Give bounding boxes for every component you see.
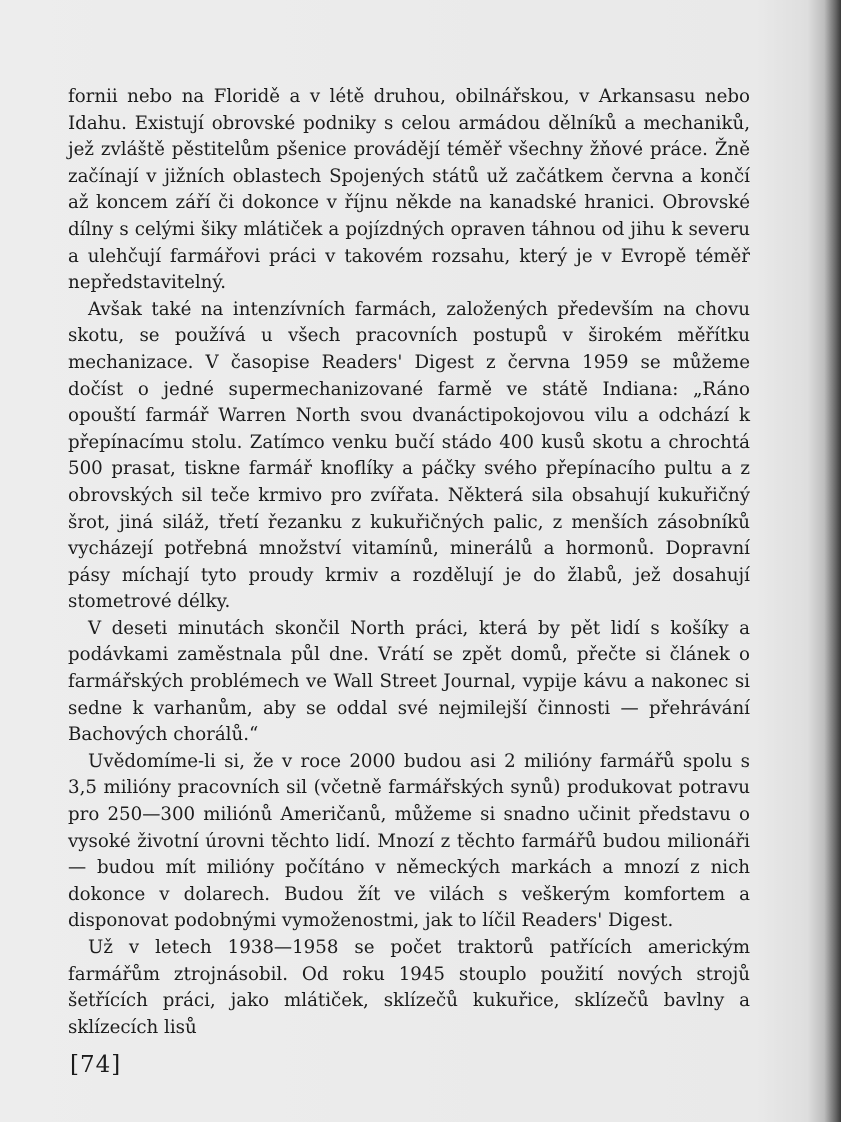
page-number: [74] xyxy=(70,1052,122,1078)
paragraph-1: fornii nebo na Floridě a v létě druhou, obilnářskou, v Arkansasu nebo Idahu. Existují obrovské podniky s celou armádou dělníků a mechaniků, jež zvláště pěstitelům pšenice provádějí téměř všechny žňové práce. Žně začínají v jižních oblastech Spojených států už začátkem června a končí až koncem září či dokonce v říjnu někde na kanadské hranici. Obrovské dílny s celými šiky mlátiček a pojízdných opraven táhnou od jihu k severu a ulehčují farmářovi práci v takovém rozsahu, který je v Evropě téměř nepředstavitelný. xyxy=(68,86,750,294)
body-text xyxy=(68,84,750,1041)
paragraph-5: Už v letech 1938—1958 se počet traktorů patřících americkým farmářům ztrojnásobil. Od roku 1945 stouplo použití nových strojů šetřících práci, jako mlátiček, sklízečů kukuřice, sklízečů bavlny a sklízecích lisů xyxy=(68,937,750,1038)
paragraph-3: V deseti minutách skončil North práci, která by pět lidí s košíky a podávkami zaměstnala půl dne. Vrátí se zpět domů, přečte si článek o farmářských problémech ve Wall Street Journal, vypije kávu a nakonec si sedne k varhanům, aby se oddal své nejmilejší činnosti — přehrávání Bachových chorálů.“ xyxy=(68,617,750,746)
paragraph-2: Avšak také na intenzívních farmách, založených především na chovu skotu, se používá u všech pracovních postupů v širokém měřítku mechanizace. V časopise Readers' Digest z června 1959 se můžeme dočíst o jedné supermechanizované farmě ve státě Indiana: „Ráno opouští farmář Warren North svou dvanáctipokojovou vilu a odchází k přepínacímu stolu. Zatímco venku bučí stádo 400 kusů skotu a chrochtá 500 prasat, tiskne farmář knoflíky a páčky svého přepínacího pultu a z obrovských sil teče krmivo pro zvířata. Některá sila obsahují kukuřičný šrot, jiná siláž, třetí řezanku z kukuřičných palic, z menších zásobníků vycházejí potřebná množství vitamínů, minerálů a hormonů. Dopravní pásy míchají tyto proudy krmiv a rozdělují je do žlabů, jež dosahují stometrové délky. xyxy=(68,298,750,613)
paragraph-4: Uvědomíme-li si, že v roce 2000 budou asi 2 milióny farmářů spolu s 3,5 milióny pracovních sil (včetně farmářských synů) produkovat potravu pro 250—300 miliónů Američanů, můžeme si snadno učinit představu o vysoké životní úrovni těchto lidí. Mnozí z těchto farmářů budou milionáři — budou mít milióny počítáno v německých markách a mnozí z nich dokonce v dolarech. Budou žít ve vilách s veškerým komfortem a disponovat podobnými vymoženostmi, jak to líčil Readers' Digest. xyxy=(68,750,750,932)
